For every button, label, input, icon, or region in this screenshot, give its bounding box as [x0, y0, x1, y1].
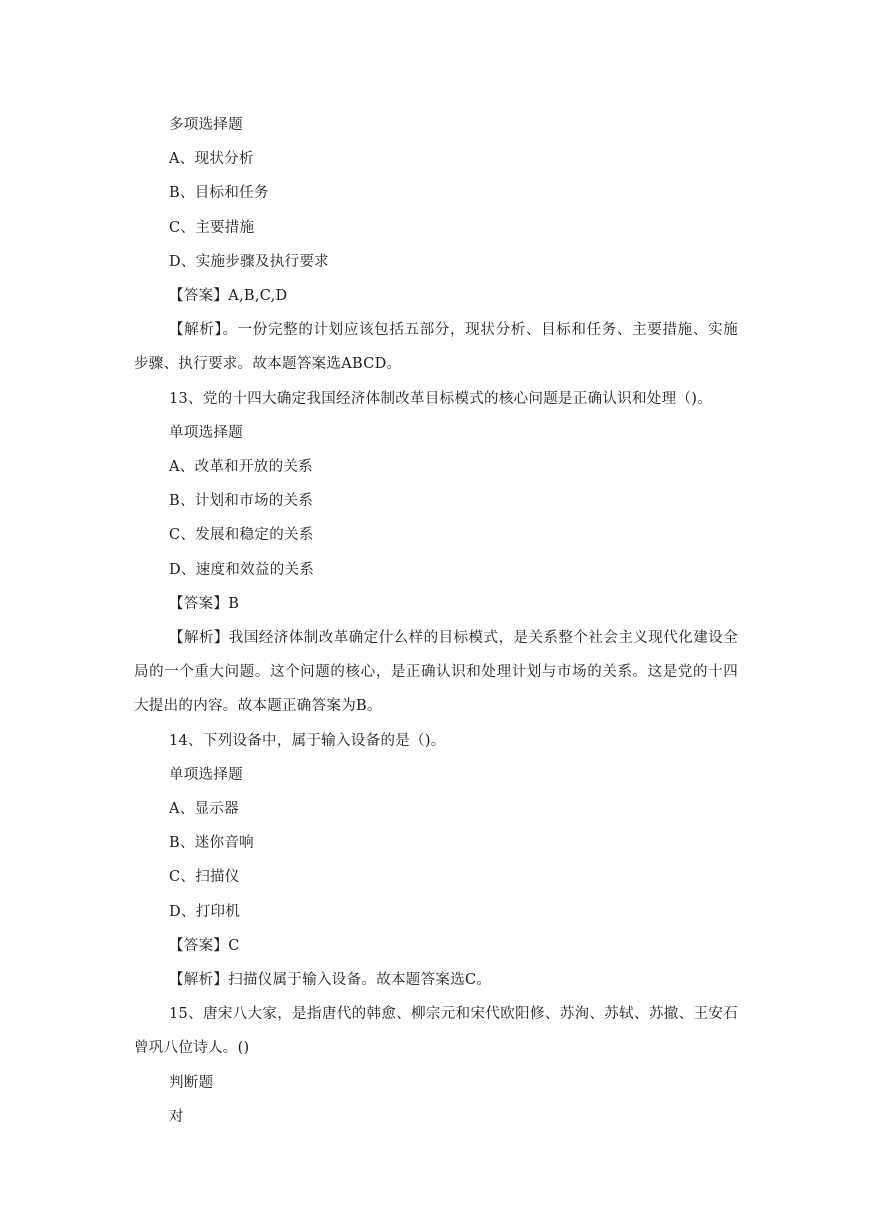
option-b: B、迷你音响: [169, 835, 254, 852]
option-c: C、扫描仪: [169, 869, 240, 886]
option-a: A、显示器: [169, 801, 239, 818]
question-type-label: 单项选择题: [169, 424, 243, 441]
explanation-paragraph: 【解析】。一份完整的计划应该包括五部分，现状分析、目标和任务、主要措施、实施步骤、执行要求。故本题答案选ABCD。: [134, 322, 738, 373]
question-14: 14、下列设备中，属于输入设备的是（)。: [169, 732, 446, 749]
question-15: 15、唐宋八大家，是指唐代的韩愈、柳宗元和宋代欧阳修、苏洵、苏轼、苏撤、王安石曾巩八位诗人。(): [134, 1006, 738, 1057]
document-body: [134, 108, 738, 1134]
answer-line: 【答案】B: [169, 595, 240, 612]
option-d: D、打印机: [169, 903, 241, 920]
answer-line: 【答案】A,B,C,D: [169, 288, 288, 305]
option-d: D、速度和效益的关系: [169, 561, 315, 578]
option-c: C、主要措施: [169, 219, 255, 236]
question-type-label: 单项选择题: [169, 766, 243, 783]
option-true: 对: [169, 1108, 184, 1125]
option-c: C、发展和稳定的关系: [169, 527, 314, 544]
option-b: B、目标和任务: [169, 185, 269, 202]
option-d: D、实施步骤及执行要求: [169, 253, 329, 270]
explanation-paragraph: 【解析】我国经济体制改革确定什么样的目标模式，是关系整个社会主义现代化建设全局的一个重大问题。这个问题的核心，是正确认识和处理计划与市场的关系。这是党的十四大提出的内容。故本题正确答案为B。: [134, 630, 738, 715]
question-type-label: 判断题: [169, 1074, 214, 1091]
option-a: A、现状分析: [169, 151, 254, 168]
explanation-line: 【解析】扫描仪属于输入设备。故本题答案选C。: [169, 972, 492, 989]
option-b: B、计划和市场的关系: [169, 493, 314, 510]
option-a: A、改革和开放的关系: [169, 459, 313, 476]
answer-line: 【答案】C: [169, 937, 240, 954]
question-13: 13、党的十四大确定我国经济体制改革目标模式的核心问题是正确认识和处理（)。: [169, 390, 713, 407]
question-type-label: 多项选择题: [169, 117, 243, 133]
